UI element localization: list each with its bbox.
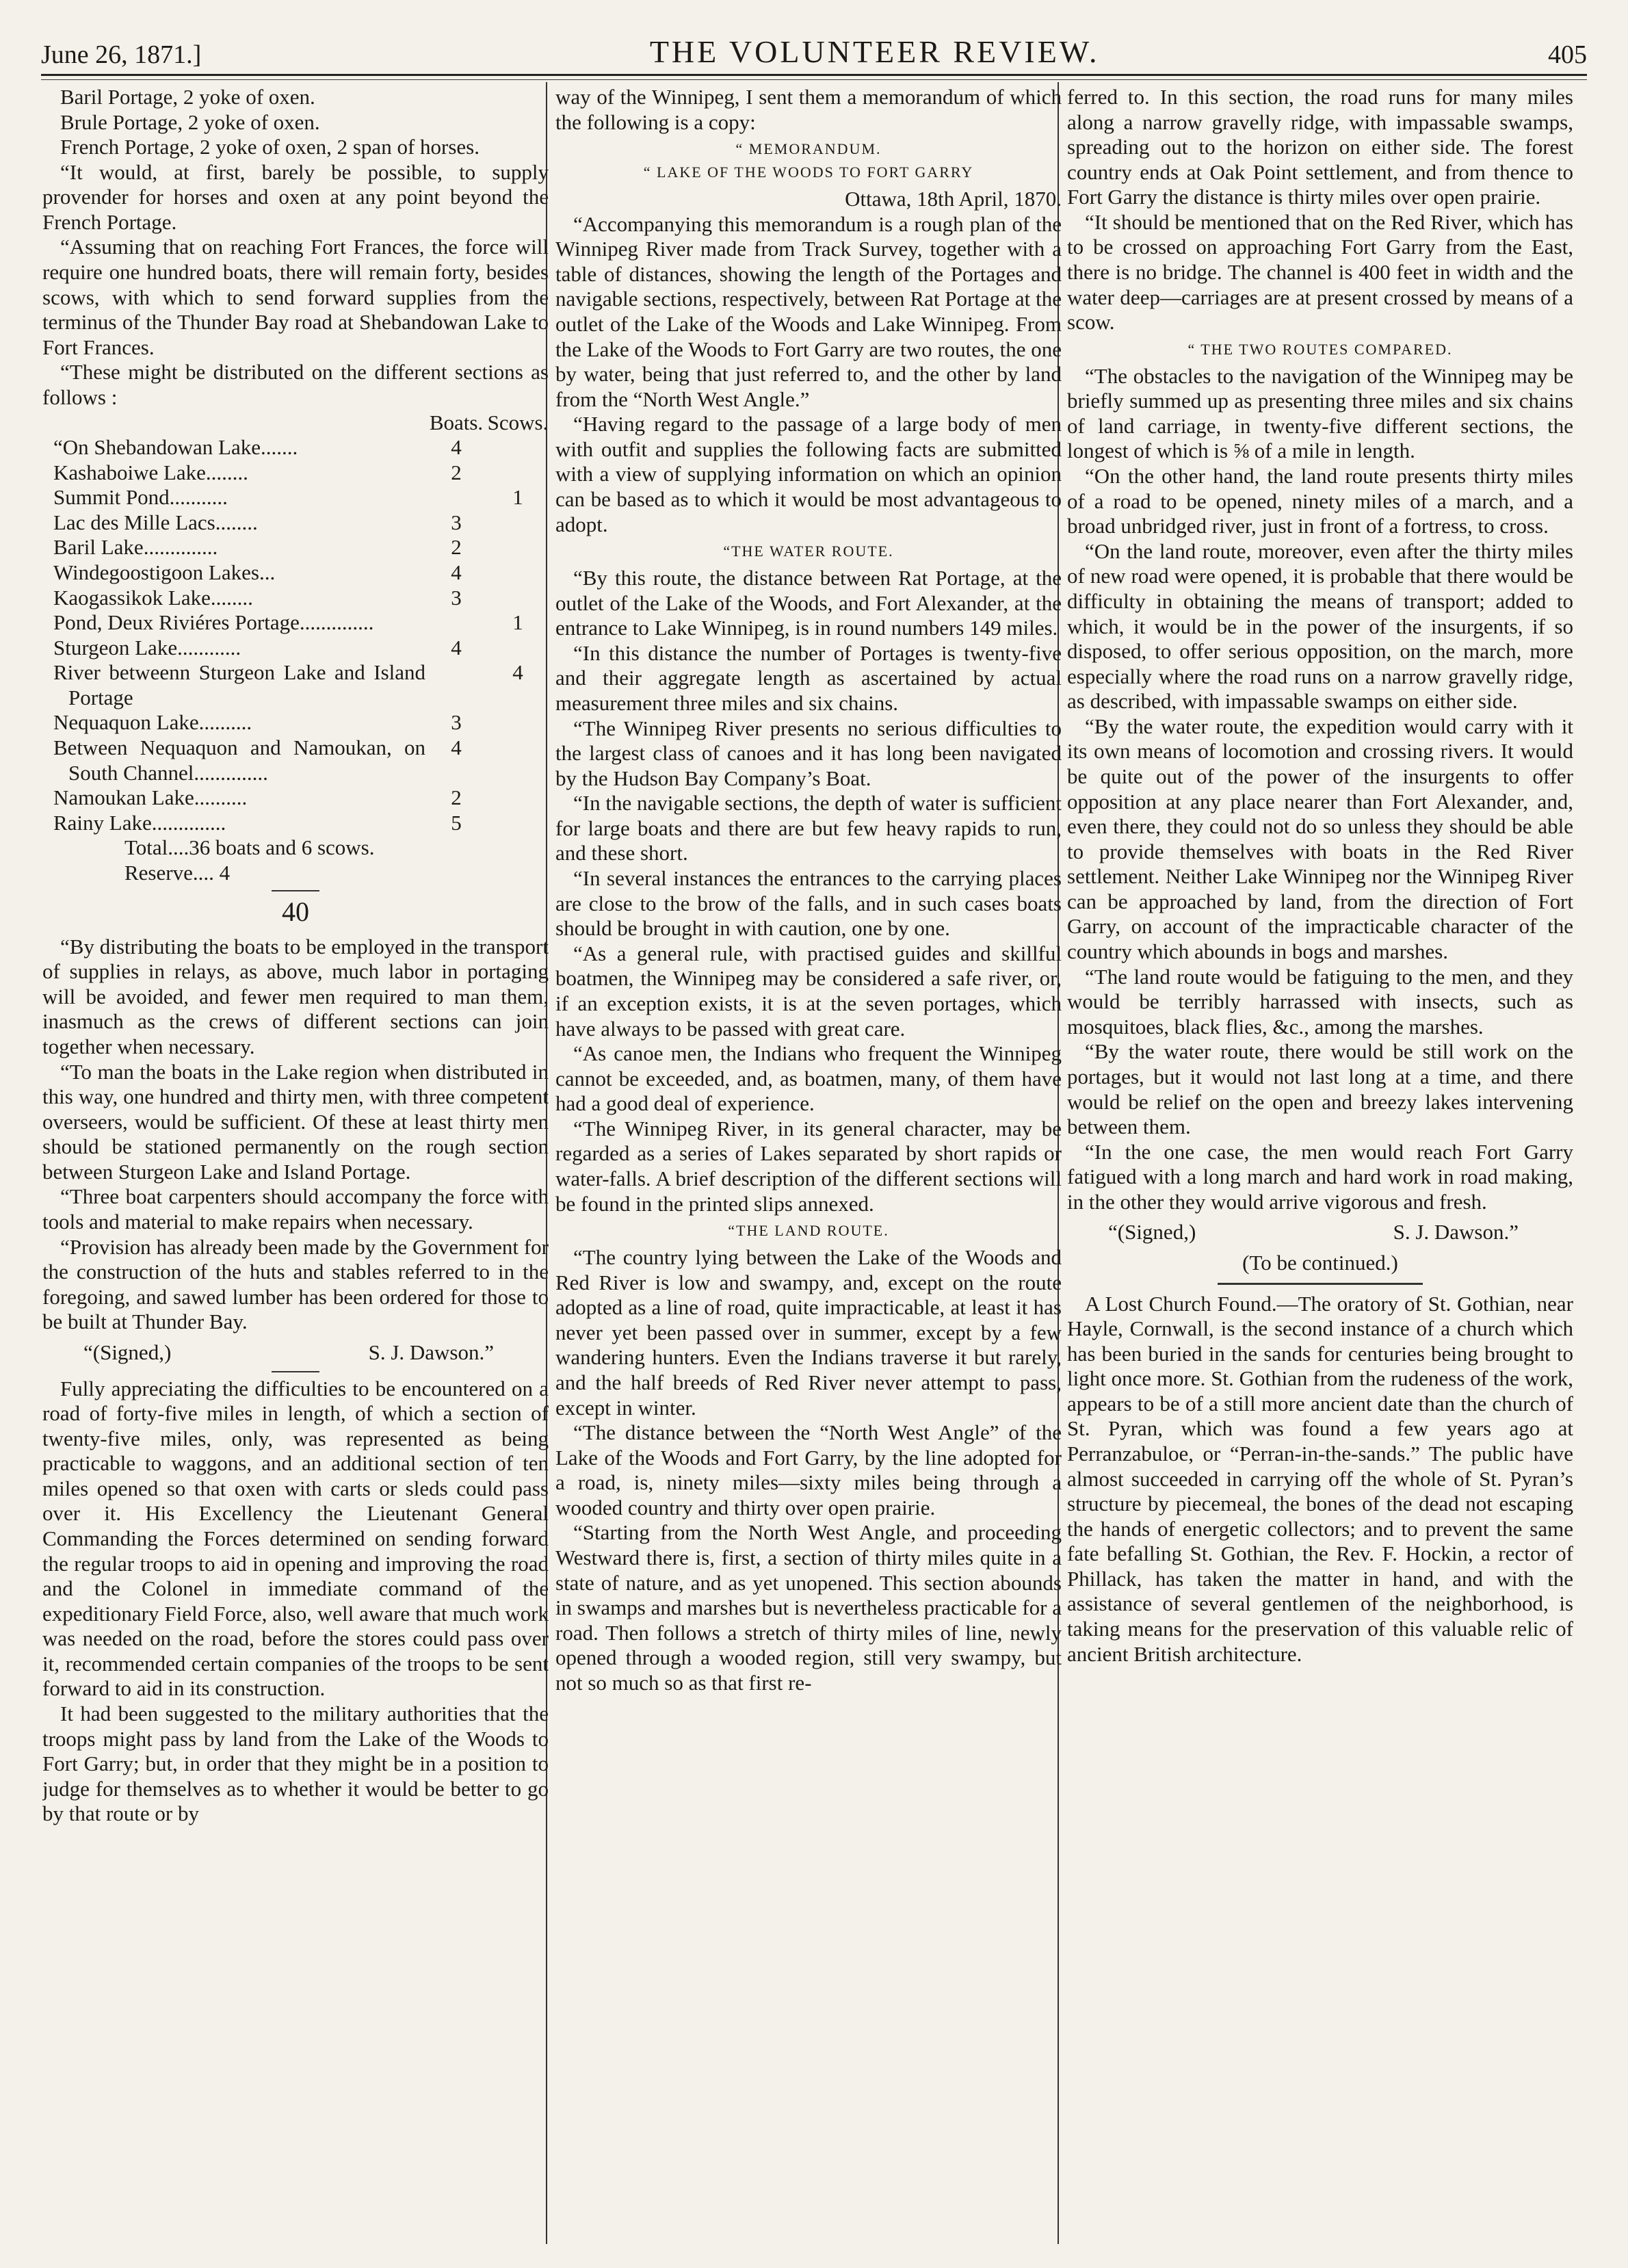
paragraph: “Starting from the North West Angle, and proceeding Westward there is, first, a section of thirty miles quite in a state of nature, and as yet unopened. This section abounds in swamps and marshes but is nevertheless practicable for a road. Then follows a stretch of thirty miles of line, newly opened through a wooded region, still very swampy, but not so much so as that first re- — [555, 1520, 1062, 1695]
table-row — [42, 710, 549, 735]
paragraph: “By the water route, there would be still work on the portages, but it would not last long at a time, and there would be relief on the open and breezy lakes intervening between them. — [1067, 1039, 1573, 1139]
paragraph: “As a general rule, with practised guides and skillful boatmen, the Winnipeg may be considered a safe river, or, if an exception exists, it is at the seven portages, which have always to be passed with great care. — [555, 941, 1062, 1041]
paragraph: “It should be mentioned that on the Red River, which has to be crossed on approaching Fort Garry from the East, there is no bridge. The channel is 400 feet in width and the water deep—carriages are at present crossed by means of a scow. — [1067, 209, 1573, 335]
signatory-name: S. J. Dawson.” — [1393, 1220, 1519, 1244]
paragraph: “Accompanying this memorandum is a rough plan of the Winnipeg River made from Track Survey, together with a table of distances, showing the length of the Portages and navigable sections, respectively, between Rat Portage at the outlet of the Lake of the Woods and Lake Winnipeg. From the Lake of the Woods to Fort Garry are two routes, the one by water, being that just referred to, and the other by land from the “North West Angle.” — [555, 211, 1062, 411]
row-location: Sturgeon Lake............ — [53, 635, 241, 660]
section-heading: “ LAKE OF THE WOODS TO FORT GARRY — [643, 164, 974, 181]
row-scows — [487, 560, 549, 586]
row-boats: 4 — [451, 435, 462, 460]
row-boats: 5 — [451, 810, 462, 835]
boats-table — [42, 435, 549, 835]
header-date: June 26, 1871.] — [41, 40, 202, 69]
paragraph: Fully appreciating the difficulties to be encountered on a road of forty-five miles in length, of which a section of twenty-five miles, only, was represented as being practicable to waggons, and an additional section of ten miles opened so that oxen with carts or sleds could pass over it. His Excellency the Lieutenant General Commanding the Forces determined on sending forward the regular troops to aid in opening and improving the road and the Colonel in immediate command of the expeditionary Field Force, also, well aware that much work was needed on the road, before the stores could pass over it, recommended certain companies of the troops to be sent forward to aid in its construction. — [42, 1376, 549, 1701]
row-location: Summit Pond........... — [53, 485, 228, 510]
table-header — [42, 410, 549, 436]
row-location: Kashaboiwe Lake........ — [53, 460, 248, 484]
paragraph: Baril Portage, 2 yoke of oxen. — [60, 85, 315, 109]
section-heading: “THE LAND ROUTE. — [728, 1222, 889, 1240]
row-location: Namoukan Lake.......... — [53, 785, 248, 810]
column-2 — [555, 85, 1062, 2247]
signatory-name: S. J. Dawson.” — [368, 1340, 494, 1364]
row-location: Baril Lake.............. — [53, 535, 218, 560]
table-header-scows: Scows. — [487, 410, 549, 434]
row-boats: 3 — [451, 585, 462, 610]
section-heading: “ THE TWO ROUTES COMPARED. — [1187, 340, 1453, 358]
row-location: Windegoostigoon Lakes... — [53, 560, 276, 584]
row-scows — [487, 510, 549, 536]
signed-label: “(Signed,) — [1108, 1220, 1196, 1244]
paragraph: “Assuming that on reaching Fort Frances, the force will require one hundred boats, there will remain forty, besides scows, with which to send forward supplies from the terminus of the Thunder Bay road at Shebandowan Lake to Fort Frances. — [42, 235, 549, 359]
row-boats — [425, 610, 487, 636]
row-scows — [487, 636, 549, 661]
sum-rule — [272, 890, 319, 891]
paragraph: “Provision has already been made by the Government for the construction of the huts and stables referred to in the foregoing, and sawed lumber has been ordered for those to be built at Thunder Bay. — [42, 1234, 549, 1334]
table-row — [42, 535, 549, 560]
row-boats: 4 — [451, 560, 462, 584]
paragraph: “The land route would be fatiguing to the men, and they would be terribly harrassed with insects, such as mosquitoes, black flies, &c., among the marshes. — [1067, 964, 1573, 1039]
table-row — [42, 785, 549, 811]
paragraph: “It would, at first, barely be possible, to supply provender for horses and oxen at any point beyond the French Portage. — [42, 159, 549, 234]
row-location: “On Shebandowan Lake....... — [53, 435, 298, 460]
table-row — [42, 560, 549, 586]
paragraph: “By this route, the distance between Rat Portage, at the outlet of the Lake of the Woods, and Fort Alexander, at the entrance to Lake Winnipeg, is in round numbers 149 miles. — [555, 566, 1062, 640]
section-heading: “THE WATER ROUTE. — [723, 543, 894, 560]
row-location: Lac des Mille Lacs........ — [53, 510, 258, 534]
paragraph: “The Winnipeg River, in its general character, may be regarded as a series of Lakes separated by short rapids or water-falls. A brief description of the different sections will be found in the printed slips annexed. — [555, 1116, 1062, 1216]
header-rule — [41, 74, 1587, 76]
table-row — [42, 811, 549, 836]
table-row — [42, 435, 549, 460]
row-boats: 4 — [451, 635, 462, 660]
row-boats — [425, 660, 487, 710]
table-row — [42, 735, 549, 785]
paragraph: “In several instances the entrances to the carrying places are close to the brow of the falls, and in such cases boats should be brought in with caution, one by one. — [555, 866, 1062, 941]
paragraph: French Portage, 2 yoke of oxen, 2 span of horses. — [60, 135, 480, 159]
column-3 — [1067, 85, 1573, 2247]
paragraph: “By the water route, the expedition would carry with it its own means of locomotion and crossing rivers. It would be quite out of the power of the insurgents to offer opposition at any place nearer than Fort Alexander, and, even there, they could not do so unless they should be able to provide themselves with boats in the Red River settlement. Neither Lake Winnipeg nor the Winnipeg River can be approached by land, from the direction of Fort Garry, on account of the impracticable character of the country which abounds in bogs and marshes. — [1067, 714, 1573, 964]
paragraph: “In the navigable sections, the depth of water is sufficient for large boats and there are but few heavy rapids to run, and these short. — [555, 791, 1062, 865]
paragraph: A Lost Church Found.—The oratory of St. Gothian, near Hayle, Cornwall, is the second instance of a church which has been buried in the sands for centuries being brought to light once more. St. Gothian from the rudeness of the work, appears to be of a still more ancient date than the church of St. Pyran, which was found a few years ago at Perranzabuloe, or “Perran-in-the-sands.” The public have almost succeeded in carrying off the whole of St. Pyran’s structure by piecemeal, the bones of the dead not escaping the hands of energetic collectors; and to prevent the same fate befalling St. Gothian, the Rev. F. Hockin, a rector of Phillack, has taken the matter in hand, and with the assistance of several gentlemen of the neighborhood, is taking means for the preservation of this valuable relic of ancient British architecture. — [1067, 1291, 1573, 1666]
table-row — [42, 510, 549, 536]
row-boats: 2 — [451, 535, 462, 560]
row-boats: 4 — [451, 735, 462, 760]
signature-line — [1067, 1220, 1573, 1245]
row-scows — [487, 785, 549, 811]
row-location: Nequaquon Lake.......... — [53, 710, 252, 735]
row-scows — [487, 710, 549, 735]
row-location: Pond, Deux Riviéres Portage.............. — [53, 610, 374, 635]
article-divider — [1218, 1283, 1423, 1285]
paragraph: “In this distance the number of Portages is twenty-five and their aggregate length as ascertained by actual measurement three miles and six chains. — [555, 640, 1062, 715]
paragraph: “The country lying between the Lake of the Woods and Red River is low and swampy, and, except on the route adopted as a line of road, quite impracticable, at least it has never yet been passed over in summer, except by a few wandering hunters. Even the Indians traverse it but rarely, and the half breeds of Red River never attempt to pass, except in winter. — [555, 1245, 1062, 1420]
paragraph: “Having regard to the passage of a large body of men with outfit and supplies the following facts are submitted with a view of supplying information on which an opinion can be based as to which it would be most advantageous to adopt. — [555, 412, 1062, 536]
row-scows — [487, 735, 549, 785]
row-location: Rainy Lake.............. — [53, 810, 226, 835]
paragraph: “On the land route, moreover, even after the thirty miles of new road were opened, it is probable that there would be difficulty in obtaining the means of transport; added to which, it would be in the power of the insurgents, if so disposed, to offer serious opposition, on the march, more especially where the road runs on a narrow gravelly ridge, as described, with impassable swamps on either side. — [1067, 538, 1573, 714]
paragraph: “Three boat carpenters should accompany the force with tools and material to make repairs when necessary. — [42, 1184, 549, 1234]
paragraph: way of the Winnipeg, I sent them a memorandum of which the following is a copy: — [555, 85, 1062, 134]
row-boats: 3 — [451, 510, 462, 534]
paragraph: “As canoe men, the Indians who frequent the Winnipeg cannot be exceeded, and, as boatmen, many, of them have had a good deal of experience. — [555, 1041, 1062, 1116]
row-scows — [487, 435, 549, 460]
row-scows: 1 — [512, 485, 523, 510]
paragraph: “By distributing the boats to be employed in the transport of supplies in relays, as above, much labor in portaging will be avoided, and fewer men required to man them, inasmuch as the crews of different sections can join together when necessary. — [42, 934, 549, 1058]
paragraph: It had been suggested to the military authorities that the troops might pass by land from the Lake of the Woods to Fort Garry; but, in order that they might be in a position to judge for themselves as to whether it would be better to go by that route or by — [42, 1702, 549, 1826]
table-row — [42, 460, 549, 486]
section-heading: “ MEMORANDUM. — [735, 140, 882, 158]
signature-line — [42, 1340, 549, 1366]
paragraph: “The Winnipeg River presents no serious difficulties to the largest class of canoes and it has long been navigated by the Hudson Bay Company’s Boat. — [555, 716, 1062, 790]
column-1 — [42, 85, 549, 2247]
page-number: 405 — [1548, 40, 1587, 69]
row-scows — [487, 535, 549, 560]
masthead-title: THE VOLUNTEER REVIEW. — [649, 34, 1100, 69]
row-scows: 4 — [512, 660, 523, 685]
row-boats — [425, 485, 487, 510]
paragraph: “The distance between the “North West Angle” of the Lake of the Woods and Fort Garry, by the line adopted for a road, is, ninety miles—sixty miles being through a wooded country and thirty over open prairie. — [555, 1420, 1062, 1520]
table-row — [42, 636, 549, 661]
paragraph: “These might be distributed on the different sections as follows : — [42, 360, 549, 409]
table-reserve: Reserve.... 4 — [124, 860, 231, 885]
paragraph: “The obstacles to the navigation of the Winnipeg may be briefly summed up as presenting three miles and six chains of land carriage, in twenty-five different sections, the longest of which is ⅝ of a mile in length. — [1067, 363, 1573, 463]
row-scows: 1 — [512, 610, 523, 635]
signed-label: “(Signed,) — [83, 1340, 172, 1364]
row-location: Kaogassikok Lake........ — [53, 585, 253, 610]
table-row — [42, 485, 549, 510]
continued-note: (To be continued.) — [1242, 1250, 1398, 1275]
section-rule — [272, 1371, 319, 1372]
header-rule-thin — [41, 79, 1587, 80]
table-row — [42, 586, 549, 611]
row-scows — [487, 460, 549, 486]
row-location: Between Nequaquon and Namoukan, on South Channel.............. — [53, 735, 425, 785]
paragraph: Brule Portage, 2 yoke of oxen. — [60, 109, 320, 134]
row-boats: 2 — [451, 785, 462, 810]
paragraph: “On the other hand, the land route presents thirty miles of a road to be opened, ninety miles of a march, and a broad unbridged river, just in front of a fortress, to cross. — [1067, 464, 1573, 538]
table-row — [42, 660, 549, 710]
row-boats: 3 — [451, 710, 462, 735]
row-scows — [487, 811, 549, 836]
table-total: Total....36 boats and 6 scows. — [124, 835, 375, 860]
row-location: River betweenn Sturgeon Lake and Island Portage — [53, 660, 425, 709]
paragraph: “In the one case, the men would reach Fort Garry fatigued with a long march and hard work in road making, in the other they would arrive vigorous and fresh. — [1067, 1139, 1573, 1214]
paragraph: ferred to. In this section, the road runs for many miles along a narrow gravelly ridge, with impassable swamps, spreading out to the horizon on either side. The forest country ends at Oak Point settlement, and from thence to Fort Garry the distance is thirty miles over open prairie. — [1067, 85, 1573, 209]
table-sum: 40 — [282, 896, 309, 927]
page-header — [41, 29, 1587, 70]
table-row — [42, 610, 549, 636]
row-scows — [487, 586, 549, 611]
table-header-boats: Boats. — [429, 410, 484, 434]
dateline: Ottawa, 18th April, 1870. — [845, 187, 1062, 211]
row-boats: 2 — [451, 460, 462, 484]
paragraph: “To man the boats in the Lake region when distributed in this way, one hundred and thirty men, with three competent overseers, would be sufficient. Of these at least thirty men should be stationed permanently on the rough section between Sturgeon Lake and Island Portage. — [42, 1059, 549, 1184]
